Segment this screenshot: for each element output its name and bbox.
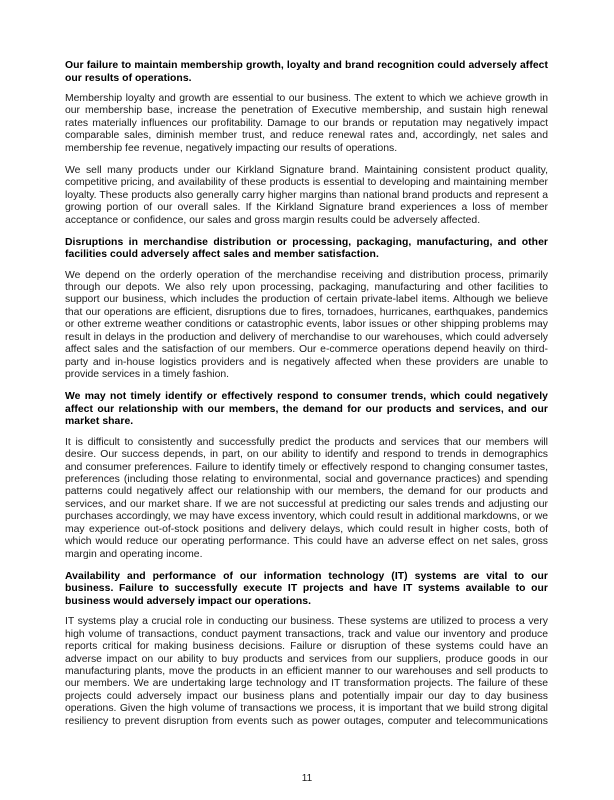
page-number: 11	[301, 773, 313, 784]
section-heading: Disruptions in merchandise distribution or processing, packaging, manufacturing, and other facilities could adversely affect sales and member satisfaction.	[65, 236, 548, 261]
section-membership	[65, 60, 548, 227]
section-disruptions	[65, 237, 548, 382]
body-paragraph: It is difficult to consistently and successfully predict the products and services that our members will desire. Our success depends, in part, on our ability to identify and respond to trends in demographics and consumer preferences. Failure to identify timely or effectively respond to changing consumer tastes, preferences (including those relating to environmental, social and governance practices) and spending patterns could negatively affect our relationship with our members, the demand for our products and services, and our market share. If we are not successful at predicting our sales trends and adjusting our purchases accordingly, we may have excess inventory, which could result in additional markdowns, or we may experience out-of-stock positions and delivery delays, which could result in higher costs, both of which would reduce our operating performance. This could have an adverse effect on net sales, gross margin and operating income.	[65, 436, 549, 560]
section-heading: We may not timely identify or effectively respond to consumer trends, which could negatively affect our relationship with our members, the demand for our products and services, and our market share.	[65, 391, 548, 428]
body-paragraph: Membership loyalty and growth are essential to our business. The extent to which we achieve growth in our membership base, increase the penetration of Executive membership, and sustain high renewal rates materially influences our profitability. Damage to our brands or reputation may negatively impact comparable sales, diminish member trust, and reduce renewal rates and, accordingly, net sales and membership fee revenue, negatively impacting our results of operations.	[65, 93, 548, 154]
section-it-systems	[65, 571, 548, 729]
body-paragraph: We sell many products under our Kirkland Signature brand. Maintaining consistent product quality, competitive pricing, and availability of these products is essential to developing and maintaining member loyalty. These products also generally carry higher margins than national brand products and represent a growing portion of our overall sales. If the Kirkland Signature brand experiences a loss of member acceptance or confidence, our sales and gross margin results could be adversely affected.	[65, 164, 548, 226]
section-heading: Our failure to maintain membership growth, loyalty and brand recognition could adversely affect our results of operations.	[65, 60, 548, 84]
body-paragraph: IT systems play a crucial role in conducting our business. These systems are utilized to process a very high volume of transactions, conduct payment transactions, track and value our inventory and produce reports critical for making business decisions. Failure or disruption of these systems could have an adverse impact on our ability to buy products and services from our suppliers, produce goods in our manufacturing plants, move the products in an efficient manner to our warehouses and sell products to our members. We are undertaking large technology and IT transformation projects. The failure of these projects could adversely impact our business plans and potentially impair our day to day business operations. Given the high volume of transactions we process, it is important that we build strong digital resiliency to prevent disruption from events such as power outages, computer and telecommunications	[65, 616, 548, 727]
document-page	[65, 60, 548, 738]
body-paragraph: We depend on the orderly operation of the merchandise receiving and distribution process, primarily through our depots. We also rely upon processing, packaging, manufacturing and other facilities to support our business, which includes the production of certain private-label items. Although we believe that our operations are efficient, disruptions due to fires, tornadoes, hurricanes, earthquakes, pandemics or other extreme weather conditions or catastrophic events, labor issues or other shipping problems may result in delays in the production and delivery of merchandise to our warehouses, which could adversely affect sales and the satisfaction of our members. Our e-commerce operations depend heavily on third-party and in-house logistics providers and is negatively affected when these providers are unable to provide services in a timely fashion.	[65, 269, 548, 381]
section-consumer-trends	[65, 391, 548, 561]
section-heading: Availability and performance of our information technology (IT) systems are vital to our business. Failure to successfully execute IT projects and have IT systems available to our business would adversely impact our operations.	[65, 570, 548, 607]
